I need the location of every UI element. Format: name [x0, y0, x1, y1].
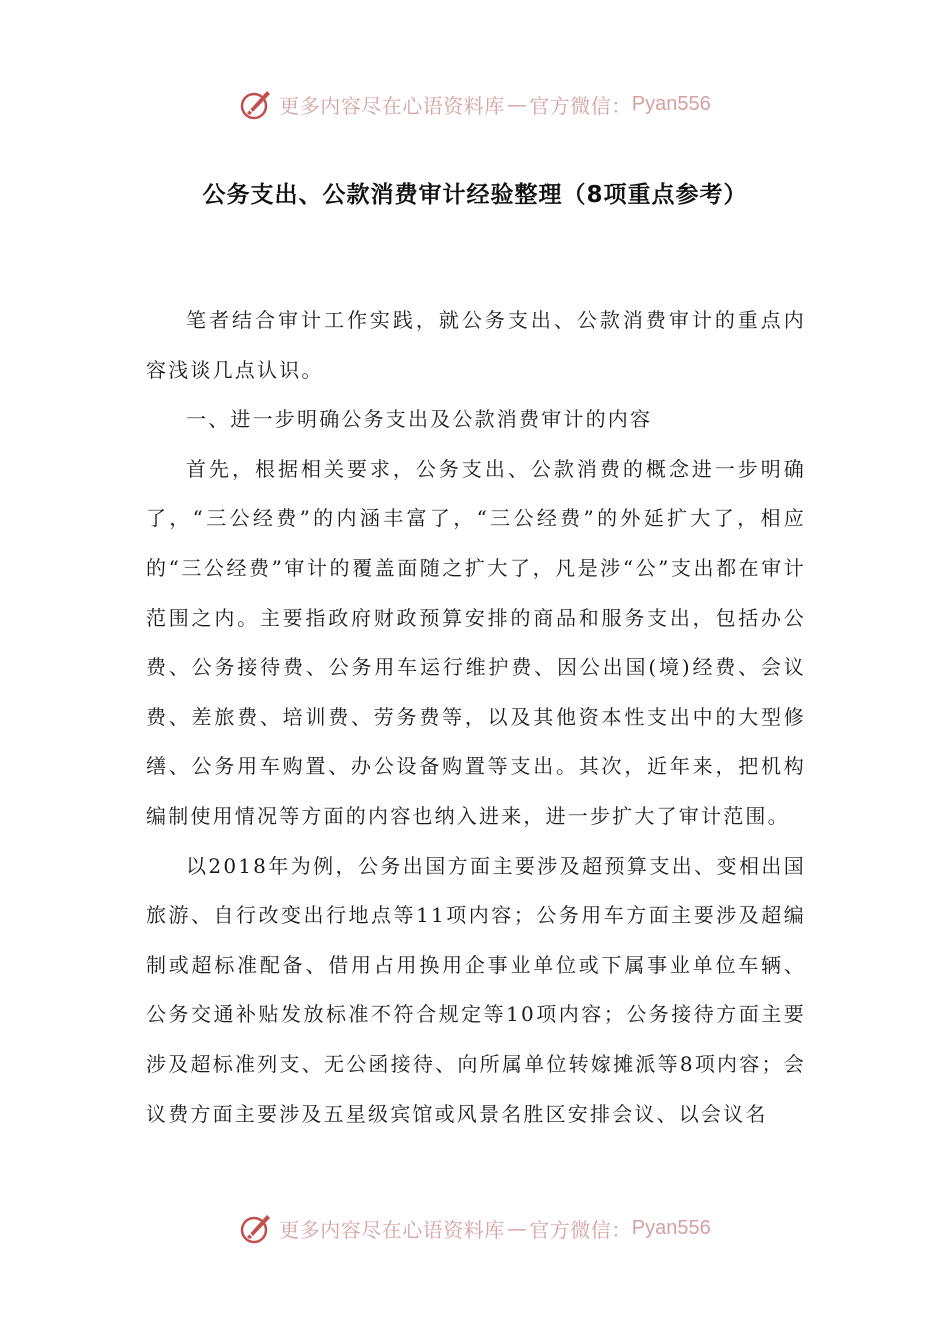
section-heading: 一、进一步明确公务支出及公款消费审计的内容	[186, 407, 653, 432]
document-body	[146, 296, 806, 1139]
quill-pen-logo-icon	[239, 1211, 273, 1245]
paragraph: 以2018年为例，公务出国方面主要涉及超预算支出、变相出国旅游、自行改变出行地点等11项内容；公务用车方面主要涉及超编制或超标准配备、借用占用换用企事业单位或下属事业单位车辆、公务交通补贴发放标准不符合规定等10项内容；公务接待方面主要涉及超标准列支、无公函接待、向所属单位转嫁摊派等8项内容；会议费方面主要涉及五星级宾馆或风景名胜区安排会议、以会议名	[146, 853, 806, 1126]
banner-dash: —	[506, 1216, 528, 1240]
paragraph: 首先，根据相关要求，公务支出、公款消费的概念进一步明确了，“三公经费”的内涵丰富了，“三公经费”的外延扩大了，相应的“三公经费”审计的覆盖面随之扩大了，凡是涉“公”支出都在审计范围之内。主要指政府财政预算安排的商品和服务支出，包括办公费、公务接待费、公务用车运行维护费、因公出国(境)经费、会议费、差旅费、培训费、劳务费等，以及其他资本性支出中的大型修缮、公务用车购置、办公设备购置等支出。其次，近年来，把机构编制使用情况等方面的内容也纳入进来，进一步扩大了审计范围。	[146, 456, 806, 828]
quill-pen-logo-icon	[239, 87, 273, 121]
banner-dash: —	[506, 92, 528, 116]
banner-text: 更多内容尽在心语资料库	[279, 1217, 505, 1242]
header-banner	[0, 84, 950, 124]
banner-official: 官方微信：	[529, 1217, 632, 1242]
paragraph: 笔者结合审计工作实践，就公务支出、公款消费审计的重点内容浅谈几点认识。	[146, 308, 806, 382]
banner-wechat-id: Pyan556	[631, 92, 711, 115]
banner-text: 更多内容尽在心语资料库	[279, 93, 505, 118]
footer-banner	[0, 1208, 950, 1248]
banner-official: 官方微信：	[529, 93, 632, 118]
banner-wechat-id: Pyan556	[631, 1216, 711, 1239]
document-title: 公务支出、公款消费审计经验整理（8项重点参考）	[202, 182, 748, 208]
